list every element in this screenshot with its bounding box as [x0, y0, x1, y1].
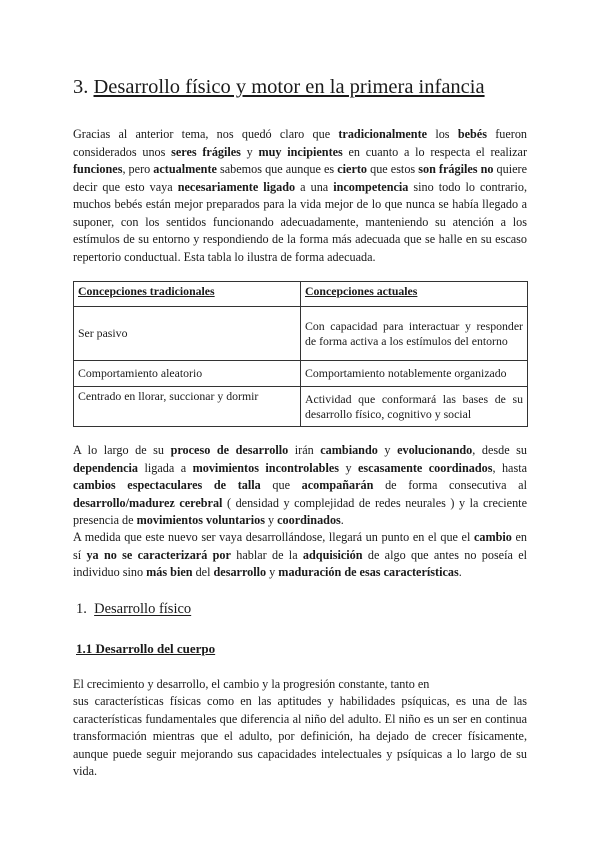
- bold-term: acompañarán: [301, 478, 374, 492]
- text-run: sabemos que aunque es: [216, 162, 338, 176]
- text-run: y: [266, 565, 279, 579]
- bold-term: movimientos voluntarios: [136, 513, 265, 527]
- text-run: y: [240, 144, 259, 159]
- bold-term: son frágiles no: [418, 162, 494, 176]
- section-number: 1.: [76, 601, 87, 617]
- bold-term: más bien: [146, 565, 193, 579]
- text-run: que estos: [367, 162, 419, 176]
- bold-term: adquisición: [302, 547, 363, 562]
- text-run: a una: [295, 179, 334, 194]
- bold-term: actualmente: [153, 162, 217, 176]
- bold-term: tradicionalmente: [338, 127, 428, 141]
- text-run: y: [264, 513, 278, 527]
- bold-term: desarrollo: [213, 565, 267, 579]
- table-cell: Con capacidad para interactuar y responder de forma activa a los estímulos del entorno: [301, 307, 528, 361]
- text-run: .: [340, 513, 344, 527]
- bold-term: escasamente coordinados: [358, 460, 493, 475]
- bold-term: coordinados: [277, 513, 341, 527]
- table-row: [74, 307, 528, 361]
- bold-term: cambio: [473, 530, 512, 544]
- section-title: Desarrollo físico: [94, 601, 192, 617]
- text-run: A lo largo de su: [73, 443, 171, 457]
- text-run: irán: [288, 443, 321, 457]
- text-run: fueron considerados unos: [73, 127, 528, 159]
- title-text: Desarrollo físico y motor en la primera infancia: [93, 76, 485, 98]
- section-heading-1: [76, 599, 191, 619]
- table-cell: Actividad que conformará las bases de su desarrollo físico, cognitivo y social: [301, 387, 528, 427]
- text-run: ligada a: [138, 460, 193, 475]
- text-run: Gracias al anterior tema, nos quedó claro que: [73, 127, 339, 141]
- text-run: en sí: [73, 530, 527, 562]
- text-run: y: [377, 443, 398, 457]
- bold-term: cierto: [337, 162, 368, 176]
- bold-term: necesariamente ligado: [177, 179, 296, 194]
- text-run: sino todo lo contrario, muchos bebés están mejor preparados para la vida mejor de lo que nunca se había llegado a suponer, con los sentidos funcionando adecuadamente, manteniendo su atención a los estímulos de su entorno y respondiendo de la forma más adecuada que se halle en su escaso repertorio conductual. Esta tabla lo ilustra de forma adecuada.: [73, 179, 528, 264]
- text-run: quiere decir que esto vaya: [73, 162, 527, 194]
- concepts-table: [73, 281, 528, 427]
- bold-term: dependencia: [73, 460, 139, 475]
- text-run: hablar de la: [230, 547, 303, 562]
- text-run: ( densidad y complejidad de redes neurales ) y la creciente presencia de: [73, 495, 527, 527]
- bold-term: ya no se caracterizará por: [86, 547, 231, 562]
- text-run: A medida que este nuevo ser vaya desarrollándose, llegará un punto en el que el: [73, 530, 474, 544]
- text-run: , pero: [122, 162, 154, 176]
- growth-paragraph: sus características físicas como en las aptitudes y habilidades psíquicas, es una de las características fundamentales que diferencia al niño del adulto. El niño es un ser en continua transformación mientras que el adulto, por definición, ha dejado de crecer físicamente, aunque puede seguir mejorando sus capacidades intelectuales y psíquicas a lo largo de su vida.: [73, 694, 527, 778]
- bold-term: desarrollo/madurez cerebral: [73, 495, 223, 510]
- table-row: [74, 361, 528, 387]
- text-run: del: [192, 565, 214, 579]
- growth-paragraph-first-line: El crecimiento y desarrollo, el cambio y la progresión constante, tanto en: [73, 677, 430, 691]
- text-run: y: [339, 460, 359, 475]
- table-cell: Comportamiento notablemente organizado: [301, 361, 528, 387]
- bold-term: muy incipientes: [258, 144, 343, 159]
- table-header-current: Concepciones actuales: [301, 282, 528, 307]
- bold-term: bebés: [457, 127, 487, 141]
- bold-term: funciones: [73, 162, 123, 176]
- subsection-heading-1-1: 1.1 Desarrollo del cuerpo: [76, 641, 216, 656]
- title-number: 3.: [73, 76, 89, 98]
- text-run: en cuanto a lo respecta el realizar: [342, 144, 528, 159]
- intro-paragraph: [73, 126, 527, 266]
- bold-term: cambios espectaculares de talla: [73, 478, 261, 492]
- text-run: de forma consecutiva al: [373, 478, 527, 492]
- bold-term: movimientos incontrolables: [192, 460, 339, 475]
- text-run: , desde su: [472, 443, 528, 457]
- page-title: [73, 74, 485, 100]
- text-run: .: [458, 565, 462, 579]
- bold-term: cambiando: [320, 443, 378, 457]
- development-paragraph: [73, 442, 527, 530]
- change-paragraph: [73, 529, 527, 582]
- text-run: que: [260, 478, 302, 492]
- table-row: [74, 387, 528, 427]
- bold-term: maduración de esas características: [278, 565, 459, 579]
- bold-term: proceso de desarrollo: [170, 443, 289, 457]
- table-cell: Ser pasivo: [74, 307, 301, 361]
- text-run: de algo que antes no poseía el individuo sino: [73, 547, 527, 579]
- table-header-row: [74, 282, 528, 307]
- text-run: los: [427, 127, 458, 141]
- table-cell: Centrado en llorar, succionar y dormir: [74, 387, 301, 427]
- bold-term: evolucionando: [397, 443, 473, 457]
- text-run: , hasta: [492, 460, 527, 475]
- bold-term: incompetencia: [333, 179, 409, 194]
- table-header-traditional: Concepciones tradicionales: [74, 282, 301, 307]
- bold-term: seres frágiles: [171, 144, 241, 159]
- table-cell: Comportamiento aleatorio: [74, 361, 301, 387]
